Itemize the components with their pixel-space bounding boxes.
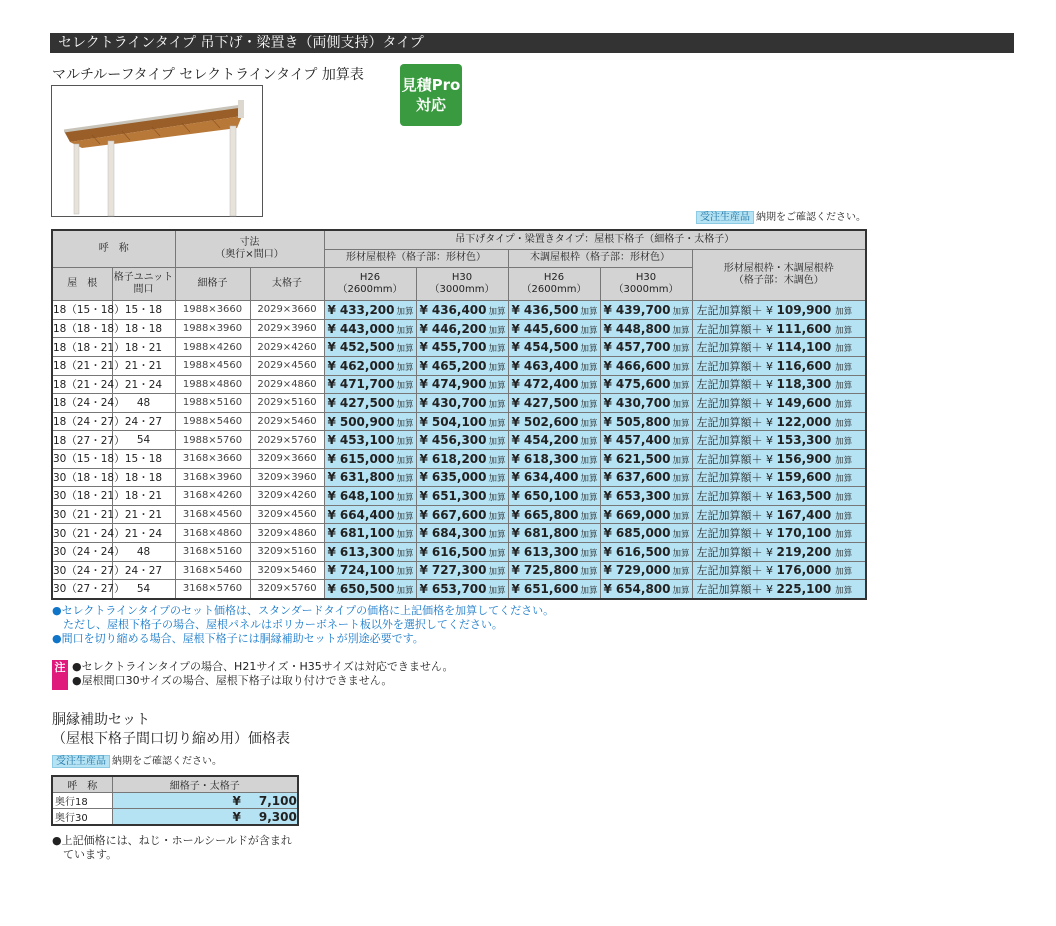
cell-price: ¥ 635,000 加算 [416, 468, 508, 487]
cell-fine-dim: 3168×5760 [175, 580, 250, 599]
table-row [52, 793, 298, 809]
cell-thick-dim: 3209×4560 [250, 505, 324, 524]
cell-price: ¥ 650,500 加算 [324, 580, 416, 599]
cell-price: ¥ 618,200 加算 [416, 449, 508, 468]
cell-price: ¥ 430,700 加算 [600, 394, 692, 413]
header-h30-shape: H30 （3000mm） [416, 268, 508, 301]
order-note-text-2: 納期をご確認ください。 [112, 756, 222, 767]
table-row [52, 487, 866, 506]
header-unit: 格子ユニット 間口 [112, 268, 175, 301]
cell-fine-dim: 1988×4860 [175, 375, 250, 394]
table-row [52, 394, 866, 413]
cell-roof: 18（21・24） [52, 375, 112, 394]
cell-thick-dim: 3209×4260 [250, 487, 324, 506]
cell-price: ¥ 500,900 加算 [324, 412, 416, 431]
cell-price: ¥ 454,200 加算 [508, 431, 600, 450]
cell-price: ¥ 454,500 加算 [508, 338, 600, 357]
cell-price: ¥ 681,100 加算 [324, 524, 416, 543]
cell-price: ¥ 463,400 加算 [508, 356, 600, 375]
header-h30-wood: H30 （3000mm） [600, 268, 692, 301]
cell-price: ¥ 436,500 加算 [508, 301, 600, 320]
cell-thick-dim: 2029×3660 [250, 301, 324, 320]
header-shape-frame: 形材屋根枠（格子部：形材色） [324, 249, 508, 268]
cell-price: ¥ 648,100 加算 [324, 487, 416, 506]
cell-price: ¥ 684,300 加算 [416, 524, 508, 543]
price-table [51, 229, 867, 600]
cell-mixed-price: 左記加算額＋ ¥ 149,600 加算 [692, 394, 866, 413]
table-row [52, 505, 866, 524]
header-mixed-frame: 形材屋根枠・木調屋根枠 （格子部：木調色） [692, 249, 866, 301]
cell-price: ¥ 621,500 加算 [600, 449, 692, 468]
cell-thick-dim: 2029×4860 [250, 375, 324, 394]
warning-line: ●セレクトラインタイプの場合、H21サイズ・H35サイズは対応できません。 [72, 660, 454, 673]
header-roof: 屋 根 [52, 268, 112, 301]
cell-unit: 18・21 [112, 338, 175, 357]
cell-mixed-price: 左記加算額＋ ¥ 156,900 加算 [692, 449, 866, 468]
cell-price: ¥ 669,000 加算 [600, 505, 692, 524]
header-dimensions: 寸法 （奥行×間口） [175, 230, 324, 268]
cell-fine-dim: 1988×3660 [175, 301, 250, 320]
header-wood-frame: 木調屋根枠（格子部：形材色） [508, 249, 692, 268]
warning-line: ●屋根間口30サイズの場合、屋根下格子は取り付けできません。 [72, 674, 393, 687]
warning-block [52, 660, 454, 688]
cell-roof: 18（18・18） [52, 319, 112, 338]
order-note-2 [52, 752, 222, 767]
cell-price: ¥ 433,200 加算 [324, 301, 416, 320]
cell-price: ¥ 651,600 加算 [508, 580, 600, 599]
cell-mixed-price: 左記加算額＋ ¥ 219,200 加算 [692, 542, 866, 561]
cell-price: ¥ 654,800 加算 [600, 580, 692, 599]
cell-price: ¥ 504,100 加算 [416, 412, 508, 431]
cell-mixed-price: 左記加算額＋ ¥ 122,000 加算 [692, 412, 866, 431]
table-row [52, 338, 866, 357]
table-row [52, 542, 866, 561]
cell-price: ¥ 462,000 加算 [324, 356, 416, 375]
sub-row-name: 奥行18 [52, 793, 112, 809]
cell-price: ¥ 685,000 加算 [600, 524, 692, 543]
cell-mixed-price: 左記加算額＋ ¥ 225,100 加算 [692, 580, 866, 599]
cell-mixed-price: 左記加算額＋ ¥ 163,500 加算 [692, 487, 866, 506]
cell-price: ¥ 452,500 加算 [324, 338, 416, 357]
cell-mixed-price: 左記加算額＋ ¥ 159,600 加算 [692, 468, 866, 487]
sub-header-type: 細格子・太格子 [112, 776, 298, 793]
table-row [52, 561, 866, 580]
cell-fine-dim: 3168×4860 [175, 524, 250, 543]
sub-header-name: 呼 称 [52, 776, 112, 793]
cell-unit: 21・21 [112, 356, 175, 375]
cell-price: ¥ 436,400 加算 [416, 301, 508, 320]
cell-unit: 48 [112, 542, 175, 561]
cell-fine-dim: 3168×5460 [175, 561, 250, 580]
cell-unit: 54 [112, 580, 175, 599]
cell-price: ¥ 475,600 加算 [600, 375, 692, 394]
cell-fine-dim: 1988×4560 [175, 356, 250, 375]
table-row [52, 468, 866, 487]
cell-roof: 30（21・21） [52, 505, 112, 524]
cell-mixed-price: 左記加算額＋ ¥ 111,600 加算 [692, 319, 866, 338]
cell-price: ¥ 457,400 加算 [600, 431, 692, 450]
cell-price: ¥ 505,800 加算 [600, 412, 692, 431]
cell-price: ¥ 471,700 加算 [324, 375, 416, 394]
cell-unit: 24・27 [112, 412, 175, 431]
cell-price: ¥ 681,800 加算 [508, 524, 600, 543]
cell-unit: 48 [112, 394, 175, 413]
cell-thick-dim: 2029×3960 [250, 319, 324, 338]
cell-price: ¥ 453,100 加算 [324, 431, 416, 450]
product-photo [51, 85, 263, 217]
sub-section-title: 胴縁補助セット （屋根下格子間口切り縮め用）価格表 [52, 712, 290, 747]
cell-unit: 18・18 [112, 319, 175, 338]
cell-thick-dim: 3209×5760 [250, 580, 324, 599]
cell-price: ¥ 430,700 加算 [416, 394, 508, 413]
table-row [52, 412, 866, 431]
cell-roof: 30（21・24） [52, 524, 112, 543]
cell-price: ¥ 474,900 加算 [416, 375, 508, 394]
cell-price: ¥ 616,500 加算 [600, 542, 692, 561]
cell-thick-dim: 3209×3960 [250, 468, 324, 487]
table-row [52, 580, 866, 599]
cell-price: ¥ 616,500 加算 [416, 542, 508, 561]
cell-roof: 18（15・18） [52, 301, 112, 320]
cell-unit: 21・21 [112, 505, 175, 524]
cell-fine-dim: 3168×4560 [175, 505, 250, 524]
cell-thick-dim: 2029×5760 [250, 431, 324, 450]
cell-roof: 30（24・24） [52, 542, 112, 561]
cell-price: ¥ 472,400 加算 [508, 375, 600, 394]
cell-roof: 30（18・18） [52, 468, 112, 487]
cell-price: ¥ 651,300 加算 [416, 487, 508, 506]
cell-mixed-price: 左記加算額＋ ¥ 170,100 加算 [692, 524, 866, 543]
cell-price: ¥ 637,600 加算 [600, 468, 692, 487]
cell-price: ¥ 631,800 加算 [324, 468, 416, 487]
cell-price: ¥ 615,000 加算 [324, 449, 416, 468]
cell-roof: 30（27・27） [52, 580, 112, 599]
cell-price: ¥ 665,800 加算 [508, 505, 600, 524]
cell-price: ¥ 664,400 加算 [324, 505, 416, 524]
cell-price: ¥ 729,000 加算 [600, 561, 692, 580]
cell-price: ¥ 613,300 加算 [324, 542, 416, 561]
cell-price: ¥ 465,200 加算 [416, 356, 508, 375]
cell-price: ¥ 457,700 加算 [600, 338, 692, 357]
cell-thick-dim: 3209×5160 [250, 542, 324, 561]
cell-thick-dim: 2029×4260 [250, 338, 324, 357]
cell-unit: 18・21 [112, 487, 175, 506]
cell-roof: 18（24・27） [52, 412, 112, 431]
table-row [52, 449, 866, 468]
cell-price: ¥ 613,300 加算 [508, 542, 600, 561]
page-subtitle: マルチルーフタイプ セレクトラインタイプ 加算表 [52, 67, 364, 83]
cell-thick-dim: 2029×4560 [250, 356, 324, 375]
notes-block [52, 604, 554, 646]
note-line: ●セレクトラインタイプのセット価格は、スタンダードタイプの価格に上記価格を加算してください。 [52, 604, 555, 617]
cell-mixed-price: 左記加算額＋ ¥ 167,400 加算 [692, 505, 866, 524]
cell-fine-dim: 3168×4260 [175, 487, 250, 506]
cell-mixed-price: 左記加算額＋ ¥ 118,300 加算 [692, 375, 866, 394]
header-name: 呼 称 [52, 230, 175, 268]
cell-roof: 30（18・21） [52, 487, 112, 506]
sub-row-name: 奥行30 [52, 809, 112, 826]
table-row [52, 809, 298, 826]
order-tag: 受注生産品 [696, 211, 754, 224]
cell-price: ¥ 724,100 加算 [324, 561, 416, 580]
cell-price: ¥ 448,800 加算 [600, 319, 692, 338]
cell-price: ¥ 653,700 加算 [416, 580, 508, 599]
cell-price: ¥ 456,300 加算 [416, 431, 508, 450]
cell-fine-dim: 3168×3960 [175, 468, 250, 487]
cell-fine-dim: 1988×3960 [175, 319, 250, 338]
cell-mixed-price: 左記加算額＋ ¥ 116,600 加算 [692, 356, 866, 375]
cell-mixed-price: 左記加算額＋ ¥ 153,300 加算 [692, 431, 866, 450]
cell-price: ¥ 725,800 加算 [508, 561, 600, 580]
cell-fine-dim: 1988×5460 [175, 412, 250, 431]
cell-price: ¥ 653,300 加算 [600, 487, 692, 506]
cell-roof: 18（18・21） [52, 338, 112, 357]
sub-row-price: ¥ 7,100 [112, 793, 298, 809]
cell-thick-dim: 3209×5460 [250, 561, 324, 580]
cell-thick-dim: 3209×4860 [250, 524, 324, 543]
cell-price: ¥ 427,500 加算 [508, 394, 600, 413]
cell-mixed-price: 左記加算額＋ ¥ 109,900 加算 [692, 301, 866, 320]
cell-roof: 18（24・24） [52, 394, 112, 413]
warning-tag: 注 [52, 660, 68, 690]
header-thick: 太格子 [250, 268, 324, 301]
order-tag-2: 受注生産品 [52, 755, 110, 768]
cell-unit: 54 [112, 431, 175, 450]
header-h26-wood: H26 （2600mm） [508, 268, 600, 301]
cell-price: ¥ 466,600 加算 [600, 356, 692, 375]
cell-price: ¥ 439,700 加算 [600, 301, 692, 320]
cell-fine-dim: 1988×4260 [175, 338, 250, 357]
cell-roof: 18（21・21） [52, 356, 112, 375]
note-line: ただし、屋根下格子の場合、屋根パネルはポリカーボネート板以外を選択してください。 [52, 618, 503, 631]
header-h26-shape: H26 （2600mm） [324, 268, 416, 301]
cell-thick-dim: 3209×3660 [250, 449, 324, 468]
cell-unit: 21・24 [112, 375, 175, 394]
cell-price: ¥ 446,200 加算 [416, 319, 508, 338]
cell-roof: 18（27・27） [52, 431, 112, 450]
cell-fine-dim: 3168×3660 [175, 449, 250, 468]
cell-roof: 30（24・27） [52, 561, 112, 580]
cell-price: ¥ 634,400 加算 [508, 468, 600, 487]
cell-roof: 30（15・18） [52, 449, 112, 468]
cell-unit: 18・18 [112, 468, 175, 487]
note-line: ●間口を切り縮める場合、屋根下格子には胴縁補助セットが別途必要です。 [52, 632, 424, 645]
table-row [52, 431, 866, 450]
order-note-text: 納期をご確認ください。 [756, 212, 866, 223]
cell-price: ¥ 667,600 加算 [416, 505, 508, 524]
cell-price: ¥ 455,700 加算 [416, 338, 508, 357]
header-group: 吊下げタイプ・梁置きタイプ：屋根下格子（細格子・太格子） [324, 230, 866, 249]
header-fine: 細格子 [175, 268, 250, 301]
cell-price: ¥ 727,300 加算 [416, 561, 508, 580]
cell-price: ¥ 427,500 加算 [324, 394, 416, 413]
sub-note: ●上記価格には、ねじ・ホールシールドが含まれ ています。 [52, 834, 292, 861]
order-note [696, 208, 866, 223]
cell-unit: 21・24 [112, 524, 175, 543]
cell-mixed-price: 左記加算額＋ ¥ 114,100 加算 [692, 338, 866, 357]
cell-fine-dim: 1988×5160 [175, 394, 250, 413]
cell-fine-dim: 3168×5160 [175, 542, 250, 561]
cell-price: ¥ 650,100 加算 [508, 487, 600, 506]
cell-unit: 24・27 [112, 561, 175, 580]
mitsumori-pro-badge: 見積Pro 対応 [400, 64, 462, 126]
table-row [52, 356, 866, 375]
sub-price-table [51, 775, 299, 826]
cell-fine-dim: 1988×5760 [175, 431, 250, 450]
table-row [52, 524, 866, 543]
cell-price: ¥ 445,600 加算 [508, 319, 600, 338]
sub-row-price: ¥ 9,300 [112, 809, 298, 826]
cell-price: ¥ 502,600 加算 [508, 412, 600, 431]
cell-unit: 15・18 [112, 449, 175, 468]
table-row [52, 319, 866, 338]
cell-price: ¥ 618,300 加算 [508, 449, 600, 468]
cell-thick-dim: 2029×5460 [250, 412, 324, 431]
section-title-bar: セレクトラインタイプ 吊下げ・梁置き（両側支持）タイプ [50, 33, 1014, 53]
cell-unit: 15・18 [112, 301, 175, 320]
cell-thick-dim: 2029×5160 [250, 394, 324, 413]
table-row [52, 301, 866, 320]
table-row [52, 375, 866, 394]
cell-price: ¥ 443,000 加算 [324, 319, 416, 338]
cell-mixed-price: 左記加算額＋ ¥ 176,000 加算 [692, 561, 866, 580]
